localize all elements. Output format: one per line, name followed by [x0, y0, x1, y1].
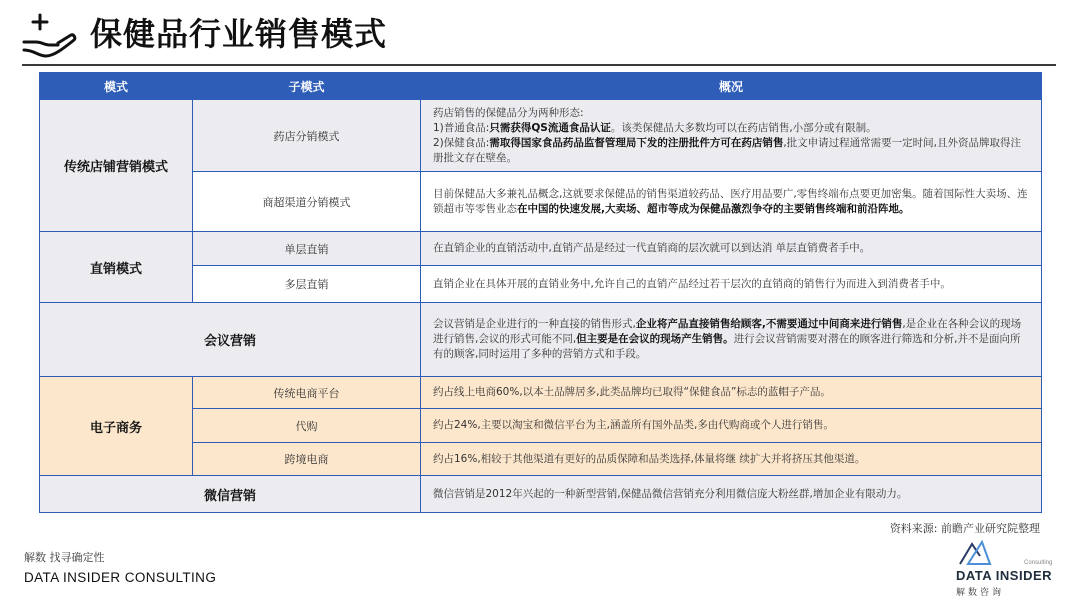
mode-wechat: 微信营销 [40, 476, 421, 513]
logo-cn: 解数咨询 [956, 588, 1005, 598]
table-row [40, 303, 1042, 377]
submode-pharmacy: 药店分销模式 [193, 100, 421, 172]
desc-text: ,是企业在各种会议的现场进行销售,会议的形式可能不同, [433, 318, 1022, 345]
header-submode: 子模式 [193, 73, 421, 100]
desc-wechat: 微信营销是2012年兴起的一种新型营销,保健品微信营销充分利用微信庞大粉丝群,增加企业有限动力。 [421, 476, 1042, 513]
desc-emphasis: 但主要是在会议的现场产生销售。 [576, 333, 734, 345]
desc-cross-border: 约占16%,相较于其他渠道有更好的品质保障和品类选择,体量将继 续扩大并将挤压其他渠道。 [421, 443, 1042, 476]
desc-ec-platform: 约占线上电商60%,以本土品牌居多,此类品牌均已取得“保健食品”标志的蓝帽子产品。 [421, 377, 1042, 409]
desc-supermarket [421, 172, 1042, 232]
submode-cross-border: 跨境电商 [193, 443, 421, 476]
table-row [40, 476, 1042, 513]
desc-text: 进行会议营销需要对潜在的顾客进行筛选和分析,并不是面向所有的顾客,同时运用了多种的营销方式和手段。 [433, 333, 1021, 360]
table-row [40, 377, 1042, 409]
desc-text: 会议营销是企业进行的一种直接的销售形式, [433, 318, 636, 330]
page-title: 保健品行业销售模式 [90, 15, 388, 53]
header-overview: 概况 [421, 73, 1042, 100]
submode-ec-platform: 传统电商平台 [193, 377, 421, 409]
submode-multi-level: 多层直销 [193, 266, 421, 303]
desc-multi-level: 直销企业在具体开展的直销业务中,允许自己的直销产品经过若干层次的直销商的销售行为而进入到消费者手中。 [421, 266, 1042, 303]
desc-conference [421, 303, 1042, 377]
mode-ecommerce: 电子商务 [40, 377, 193, 476]
desc-text: ,批文申请过程通常需要一定时间,且外资品牌取得注册批文存在壁垒。 [433, 136, 1022, 164]
mode-direct-selling: 直销模式 [40, 232, 193, 303]
mode-conference: 会议营销 [40, 303, 421, 377]
desc-emphasis: 需取得国家食品药品监督管理局下发的注册批件方可在药店销售 [489, 136, 784, 149]
desc-emphasis: 在中国的快速发展,大卖场、超市等成为保健品激烈争夺的主要销售终端和前沿阵地。 [517, 202, 910, 215]
desc-text: 1)普通食品: [433, 121, 490, 134]
sales-mode-table [39, 72, 1042, 513]
submode-daigou: 代购 [193, 409, 421, 443]
company-logo [950, 538, 1060, 602]
source-note: 资料来源: 前瞻产业研究院整理 [889, 522, 1040, 535]
logo-consulting-text: Consulting [1024, 560, 1053, 566]
footer-subtitle: 解数 找寻确定性 [24, 551, 105, 564]
title-divider [22, 64, 1056, 66]
footer-brand: DATA INSIDER CONSULTING [24, 570, 217, 585]
desc-single-level: 在直销企业的直销活动中,直销产品是经过一代直销商的层次就可以到达消 单层直销费者手中。 [421, 232, 1042, 266]
table-row [40, 232, 1042, 266]
desc-line [433, 121, 1031, 136]
submode-supermarket: 商超渠道分销模式 [193, 172, 421, 232]
desc-emphasis: 企业将产品直接销售给顾客,不需要通过中间商来进行销售 [635, 318, 903, 330]
mode-traditional-store: 传统店铺营销模式 [40, 100, 193, 232]
table-header-row [40, 73, 1042, 100]
desc-text: 。该类保健品大多数均可以在药店销售,小部分或有限制。 [610, 121, 877, 134]
table-row [40, 100, 1042, 172]
desc-text: 2)保健食品: [433, 136, 490, 149]
submode-single-level: 单层直销 [193, 232, 421, 266]
desc-emphasis: 只需获得QS流通食品认证 [489, 121, 611, 134]
header-mode: 模式 [40, 73, 193, 100]
desc-line [433, 136, 1031, 166]
desc-daigou: 约占24%,主要以淘宝和微信平台为主,涵盖所有国外品类,多由代购商或个人进行销售。 [421, 409, 1042, 443]
hand-plus-icon [20, 12, 78, 58]
desc-pharmacy [421, 100, 1042, 172]
desc-line: 药店销售的保健品分为两种形态: [433, 106, 584, 119]
logo-name: DATA INSIDER [956, 568, 1053, 583]
logo-triangle-icon [958, 540, 992, 566]
desc-text: 目前保健品大多兼礼品概念,这就要求保健品的销售渠道较药品、医疗用品要广,零售终端布点要更加密集。随着国际性大卖场、连锁超市等零售业态 [433, 187, 1028, 215]
